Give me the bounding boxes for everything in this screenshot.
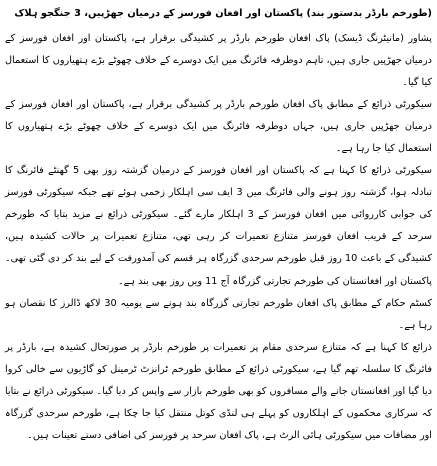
article-headline: (طورخم بارڈر بدستور بند) پاکستان اور افغان فورسز کے درمیان جھڑپیں، 3 جنگجو ہلاک bbox=[14, 8, 432, 19]
article-paragraph-4: کسٹم حکام کے مطابق پاک افغان طورخم تجارتی گزرگاہ بند ہونے سے یومیہ 30 لاکھ ڈالرز کا نقصان ہو رہا ہے۔ bbox=[5, 297, 432, 331]
article-paragraph-3: سیکورٹی ذرائع کا کہنا ہے کہ پاکستان اور افغان فورسز کے درمیان گزشتہ روز بھی 5 گھنٹے فائرنگ کا تبادلہ ہوا، گزشتہ روز ہونے والی فائرنگ میں 3 ایف سی اہلکار زخمی ہوئے تھے جبکہ سیکورٹی فورسز کی جوابی کارروائی میں افغان فورسز کے 3 اہلکار مارے گئے۔ سیکورٹی ذرائع نے مزید بتایا کہ طورخم سرحد کے قریب افغان فورسز متنازع تعمیرات کر رہی تھی، متنازع تعمیرات پر حالات کشیدہ ہیں، کشیدگی کے باعث 10 روز قبل طورخم سرحدی گزرگاہ ہر قسم کی آمدورفت کے لیے بند کر دی گئی تھی۔ پاکستان اور افغانستان کی طورخم تجارتی گزرگاہ آج 11 ویں روز بھی بند ہے۔ bbox=[5, 165, 432, 287]
news-article bbox=[3, 2, 434, 464]
article-paragraph-5: ذرائع کا کہنا ہے کہ متنازع سرحدی مقام پر تعمیرات پر طورخم بارڈر پر صورتحال کشیدہ ہے، بارڈر پر فائرنگ کا سلسلہ تھم گیا ہے، سیکورٹی ذرائع کے مطابق طورخم ٹرانزٹ ٹرمینل کو گاڑیوں سے خالی کروا دیا گیا اور افغانستان جانے والے مسافروں کو بھی طورخم بازار سے واپس کر دیا گیا۔ سیکورٹی ذرائع نے بتایا کہ سرکاری محکموں کے اہلکاروں کو پہلے ہی لنڈی کوتل منتقل کیا جا چکا ہے، طورخم سرحدی گزرگاہ اور مضافات میں سیکورٹی ہائی الرٹ ہے، پاک افغان سرحد پر فورسز کی اضافی دستے تعینات ہیں۔ bbox=[5, 341, 432, 441]
article-paragraph-2: سیکورٹی ذرائع کے مطابق پاک افغان طورخم بارڈر پر کشیدگی برقرار ہے، پاکستان اور افغان فورسز کے درمیان جھڑپیں جاری ہیں، جہاں دوطرفہ فائرنگ میں ایک دوسرے کے خلاف چھوٹے بڑے ہتھیاروں کا استعمال کیا جا رہا ہے۔ bbox=[5, 99, 432, 155]
article-paragraph-1: پشاور (مانیٹرنگ ڈیسک) پاک افغان طورخم بارڈر پر کشیدگی برقرار ہے، پاکستان اور افغان فورسز کے درمیان جھڑپیں جاری ہیں، تاہم دوطرفہ فائرنگ میں ایک دوسرے کے خلاف چھوٹے بڑے ہتھیاروں کا استعمال کیا گیا۔ bbox=[5, 33, 432, 89]
